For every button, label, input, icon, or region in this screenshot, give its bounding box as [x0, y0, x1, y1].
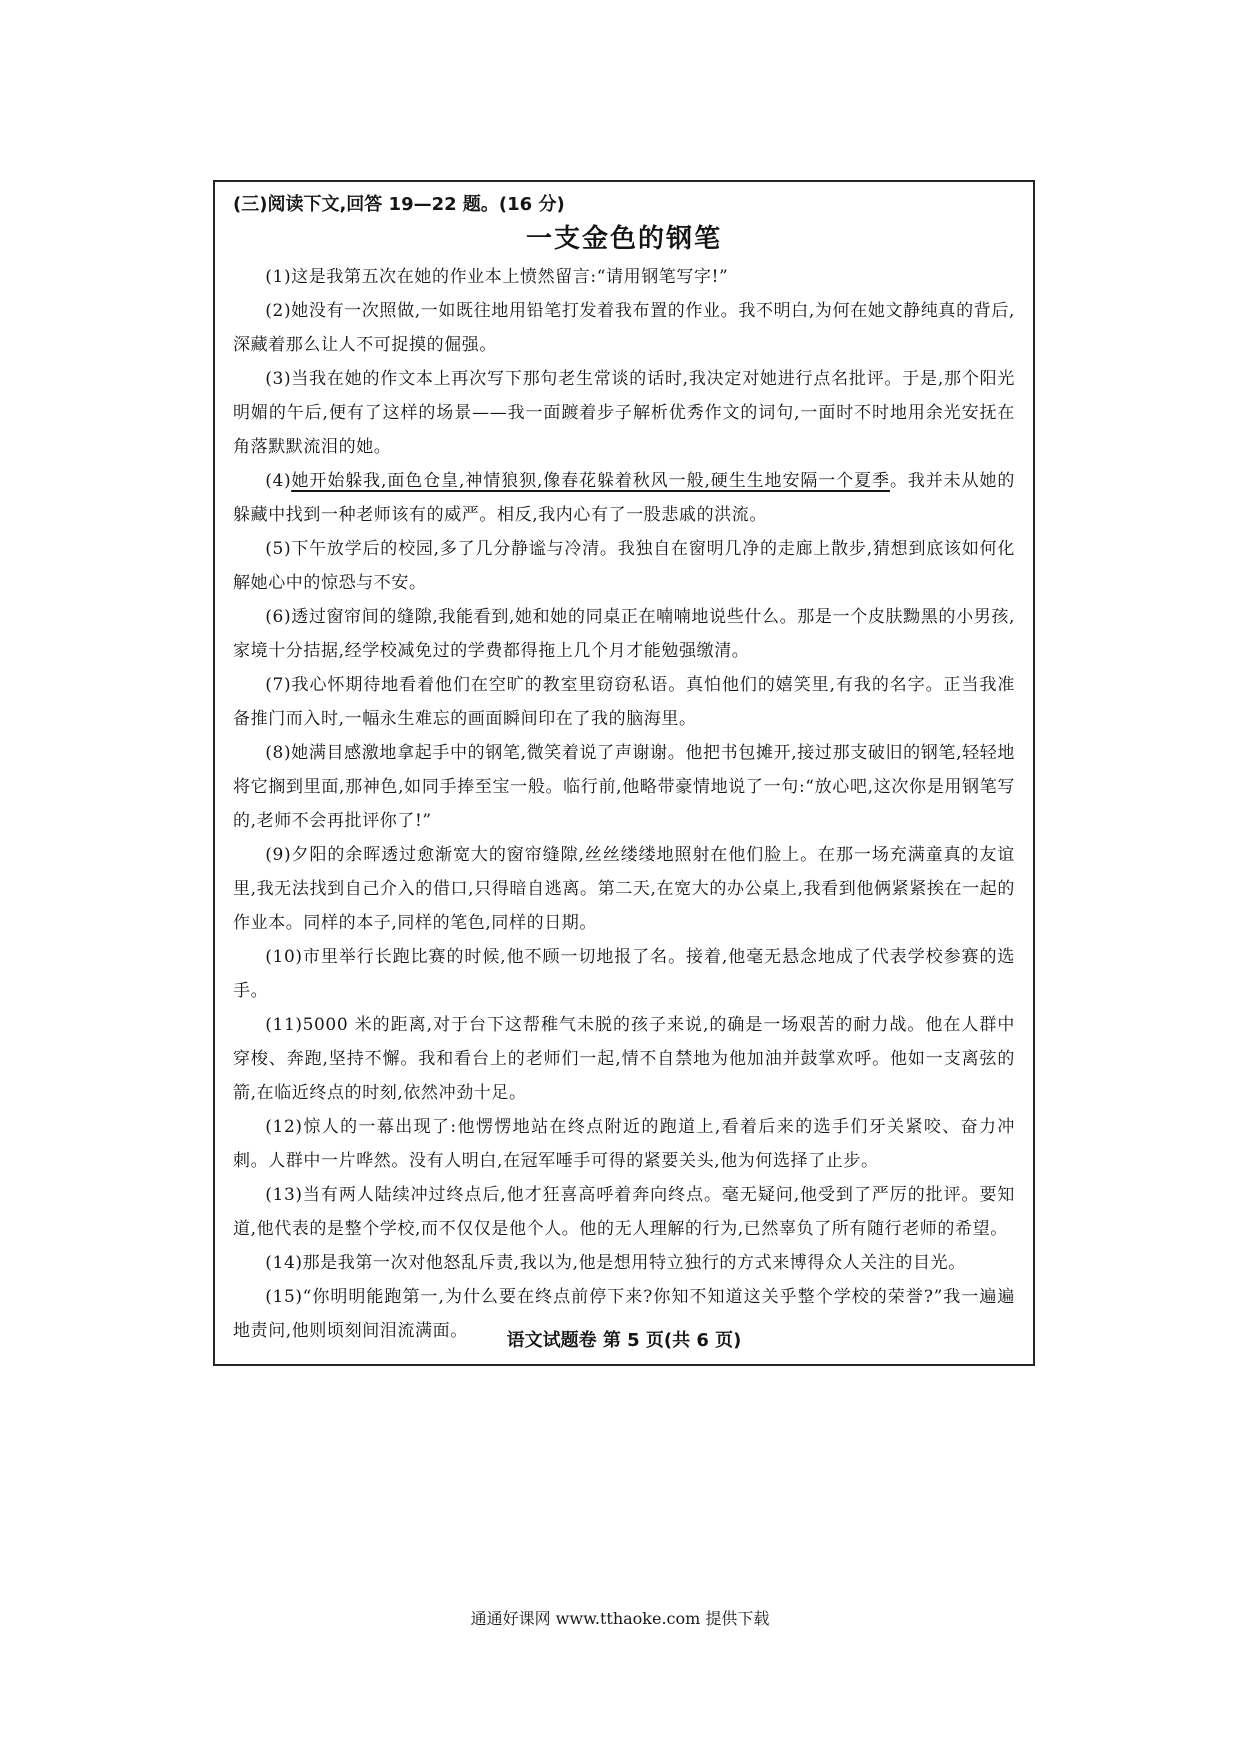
article-paragraph: (7)我心怀期待地看着他们在空旷的教室里窃窃私语。真怕他们的嬉笑里,有我的名字。正当我准备推门而入时,一幅永生难忘的画面瞬间印在了我的脑海里。: [233, 675, 1015, 729]
paragraph-rest: 。我并未从她的躲藏中找到一种老师该有的威严。相反,我内心有了一股悲戚的洪流。: [233, 471, 1016, 525]
article-title: 一支金色的钢笔: [525, 224, 722, 254]
article-paragraph: (6)透过窗帘间的缝隙,我能看到,她和她的同桌正在喃喃地说些什么。那是一个皮肤黝黑的小男孩,家境十分拮据,经学校减免过的学费都得拖上几个月才能勉强缴清。: [233, 607, 1015, 661]
article-paragraph: (8)她满目感激地拿起手中的钢笔,微笑着说了声谢谢。他把书包摊开,接过那支破旧的钢笔,轻轻地将它搁到里面,那神色,如同手捧至宝一般。临行前,他略带豪情地说了一句:“放心吧,这次你是用钢笔写的,老师不会再批评你了!”: [233, 743, 1015, 831]
article-paragraph: (15)“你明明能跑第一,为什么要在终点前停下来?你知不知道这关乎整个学校的荣誉?”我一遍遍地责问,他则顷刻间泪流满面。: [233, 1287, 1015, 1341]
article-paragraph: (3)当我在她的作文本上再次写下那句老生常谈的话时,我决定对她进行点名批评。于是,那个阳光明媚的午后,便有了这样的场景——我一面踱着步子解析优秀作文的词句,一面时不时地用余光安抚在角落默默流泪的她。: [233, 369, 1015, 457]
paragraph-number: (4): [265, 471, 292, 491]
article-paragraph: [233, 464, 1015, 532]
article-paragraph: (13)当有两人陆续冲过终点后,他才狂喜高呼着奔向终点。毫无疑问,他受到了严厉的批评。要知道,他代表的是整个学校,而不仅仅是他个人。他的无人理解的行为,已然辜负了所有随行老师的希望。: [233, 1185, 1015, 1239]
article-paragraph: (12)惊人的一幕出现了:他愣愣地站在终点附近的跑道上,看着后来的选手们牙关紧咬、奋力冲刺。人群中一片哗然。没有人明白,在冠军唾手可得的紧要关头,他为何选择了止步。: [233, 1117, 1015, 1171]
site-credit: 通通好课网 www.tthaoke.com 提供下载: [470, 1609, 770, 1628]
section-heading: (三)阅读下文,回答 19—22 题。(16 分): [233, 194, 565, 215]
article-paragraph: (11)5000 米的距离,对于台下这帮稚气未脱的孩子来说,的确是一场艰苦的耐力战。他在人群中穿梭、奔跑,坚持不懈。我和看台上的老师们一起,情不自禁地为他加油并鼓掌欢呼。他如一支离弦的箭,在临近终点的时刻,依然冲劲十足。: [233, 1015, 1015, 1103]
article-paragraph: (2)她没有一次照做,一如既往地用铅笔打发着我布置的作业。我不明白,为何在她文静纯真的背后,深藏着那么让人不可捉摸的倔强。: [233, 301, 1015, 355]
article-paragraph: (14)那是我第一次对他怒乱斥责,我以为,他是想用特立独行的方式来博得众人关注的目光。: [265, 1253, 966, 1273]
underlined-sentence: 她开始躲我,面色仓皇,神情狼狈,像春花躲着秋风一般,硬生生地安隔一个夏季: [291, 471, 890, 491]
article-paragraph: (10)市里举行长跑比赛的时候,他不顾一切地报了名。接着,他毫无悬念地成了代表学校参赛的选手。: [233, 947, 1015, 1001]
article-paragraph: (5)下午放学后的校园,多了几分静谧与冷清。我独自在窗明几净的走廊上散步,猜想到底该如何化解她心中的惊恐与不安。: [233, 539, 1015, 593]
article-paragraph: (1)这是我第五次在她的作业本上愤然留言:“请用钢笔写字!”: [265, 267, 729, 287]
article-body: [233, 260, 1015, 1348]
article-paragraph: (9)夕阳的余晖透过愈渐宽大的窗帘缝隙,丝丝缕缕地照射在他们脸上。在那一场充满童真的友谊里,我无法找到自己介入的借口,只得暗自逃离。第二天,在宽大的办公桌上,我看到他俩紧紧挨在一起的作业本。同样的本子,同样的笔色,同样的日期。: [233, 845, 1015, 933]
page-footer: 语文试题卷 第 5 页(共 6 页): [506, 1330, 742, 1351]
exam-page-frame: [213, 180, 1035, 1366]
